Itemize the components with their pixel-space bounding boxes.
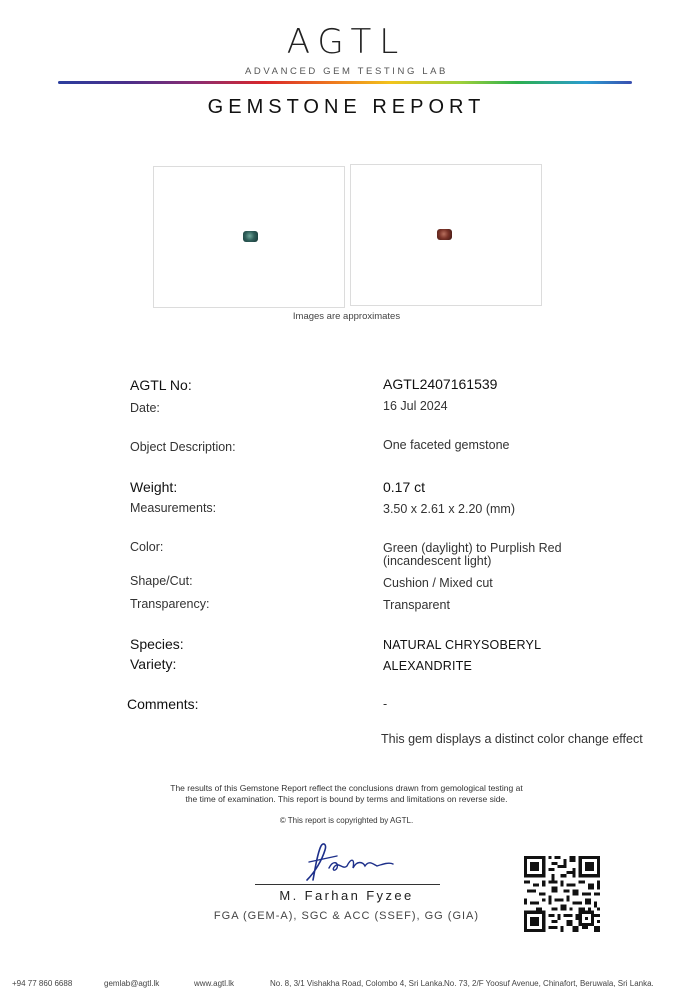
measurements-label: Measurements: [130,501,217,515]
footer-address-beruwala: No. 73, 2/F Yoosuf Avenue, Chinafort, Beruwala, Sri Lanka. [444,979,654,988]
signer-qualifications: FGA (GEM-A), SGC & ACC (SSEF), GG (GIA) [213,910,480,922]
agtl-no-label: AGTL No: [130,377,192,393]
disclaimer [0,783,693,805]
images-caption: Images are approximates [292,311,401,322]
comments-value: - [383,697,388,711]
measurements-value: 3.50 x 2.61 x 2.20 (mm) [383,502,516,516]
color-value: Green (daylight) to Purplish Red (incandescent light) [383,541,562,568]
comments-label: Comments: [127,696,199,712]
spectrum-divider [58,81,632,84]
gem-incandescent-image [437,229,452,240]
gem-photo-incandescent [350,164,542,306]
qr-code [524,856,600,932]
footer-address-colombo: No. 8, 3/1 Vishakha Road, Colombo 4, Sri Lanka. [270,979,445,988]
footer-phone: +94 77 860 6688 [12,979,73,988]
copyright-notice: © This report is copyrighted by AGTL. [279,816,414,825]
species-value: NATURAL CHRYSOBERYL [383,638,542,652]
footer-website[interactable]: www.agtl.lk [194,979,235,988]
object-description-label: Object Description: [130,440,236,454]
agtl-logo: AGTL [286,22,407,62]
transparency-label: Transparency: [130,597,210,611]
color-label: Color: [130,540,164,554]
species-label: Species: [130,636,184,652]
gem-daylight-image [243,231,258,242]
variety-label: Variety: [130,656,177,672]
report-title: GEMSTONE REPORT [207,96,486,118]
agtl-no-value: AGTL2407161539 [383,376,498,392]
handwritten-signature [285,840,405,888]
gem-photo-daylight [153,166,345,308]
shape-cut-value: Cushion / Mixed cut [383,576,493,590]
date-value: 16 Jul 2024 [383,399,448,413]
date-label: Date: [130,401,160,415]
weight-value: 0.17 ct [383,479,426,495]
signature-line [255,884,440,885]
shape-cut-label: Shape/Cut: [130,574,193,588]
comments-note: This gem displays a distinct color change effect [381,732,643,746]
signer-name: M. Farhan Fyzee [279,888,414,903]
disclaimer-line-1: The results of this Gemstone Report reflect the conclusions drawn from gemological testing at [170,783,523,793]
disclaimer-line-2: the time of examination. This report is bound by terms and limitations on reverse side. [185,794,508,804]
footer-email[interactable]: gemlab@agtl.lk [104,979,160,988]
lab-name: ADVANCED GEM TESTING LAB [245,66,448,77]
object-description-value: One faceted gemstone [383,438,510,452]
variety-value: ALEXANDRITE [383,659,473,673]
weight-label: Weight: [130,479,178,495]
transparency-value: Transparent [383,598,450,612]
